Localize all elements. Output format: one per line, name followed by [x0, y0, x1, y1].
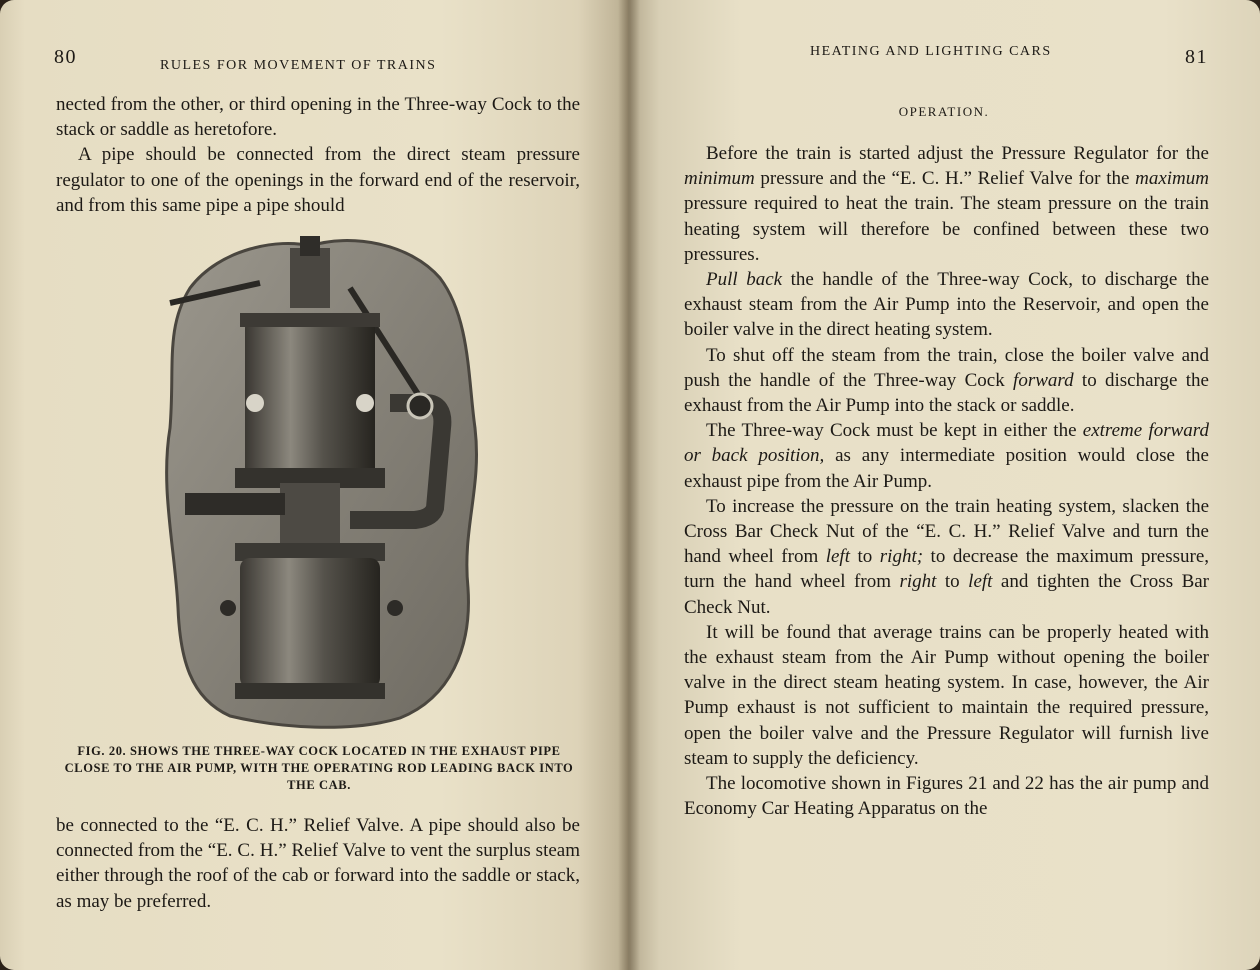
right-page [628, 0, 1260, 970]
left-top-text [56, 92, 580, 218]
paragraph: To increase the pressure on the train heating system, slacken the Cross Bar Check Nut of the “E. C. H.” Relief Valve and turn the hand wheel from left to right; to decrease the maximum pressure, turn the hand wheel from right to left and tighten the Cross Bar Check Nut. [684, 495, 1210, 618]
section-title: OPERATION. [898, 104, 990, 119]
paragraph: To shut off the steam from the train, close the boiler valve and push the handle of the Three-way Cock forward to discharge the exhaust from the Air Pump into the stack or saddle. [684, 344, 1209, 417]
paragraph: nected from the other, or third opening in the Three-way Cock to the stack or saddle as heretofore. [56, 94, 580, 141]
left-bottom-text [56, 813, 580, 914]
paragraph: The locomotive shown in Figures 21 and 22 has the air pump and Economy Car Heating Apparatus on the [684, 773, 1209, 820]
air-pump-illustration [150, 228, 485, 733]
figure-three-way-cock [150, 228, 485, 733]
right-body-text [684, 141, 1209, 821]
page-number-right: 81 [1185, 46, 1208, 68]
paragraph: Before the train is started adjust the Pressure Regulator for the minimum pressure and the “E. C. H.” Relief Valve for the maximum pressure required to heat the train. The steam pressure on the train heating system will therefore be confined between these two pressures. [684, 143, 1209, 265]
paragraph: A pipe should be connected from the direct steam pressure regulator to one of the openings in the forward end of the reservoir, and from this same pipe a pipe should [56, 144, 580, 216]
figure-caption: FIG. 20. SHOWS THE THREE-WAY COCK LOCATED IN THE EXHAUST PIPE CLOSE TO THE AIR PUMP, WITH THE OPERATING ROD LEADING BACK INTO THE CAB. [64, 744, 574, 792]
paragraph: It will be found that average trains can be properly heated with the exhaust steam from the Air Pump without opening the boiler valve in the direct steam heating system. In case, however, the Air Pump exhaust is not sufficient to maintain the required pressure, open the boiler valve and the Pressure Regulator will furnish live steam to supply the deficiency. [684, 621, 1209, 769]
running-head-left: RULES FOR MOVEMENT OF TRAINS [160, 58, 437, 73]
page-number-left: 80 [54, 46, 77, 68]
paragraph: The Three-way Cock must be kept in either the extreme forward or back position, as any intermediate position would close the exhaust pipe from the Air Pump. [684, 420, 1209, 492]
left-page [0, 0, 628, 970]
running-head-right: HEATING AND LIGHTING CARS [810, 44, 1052, 59]
paragraph: Pull back the handle of the Three-way Cock, to discharge the exhaust steam from the Air Pump into the Reservoir, and open the boiler valve in the direct heating system. [684, 269, 1210, 341]
paragraph: be connected to the “E. C. H.” Relief Valve. A pipe should also be connected from the “E. C. H.” Relief Valve to vent the surplus steam either through the roof of the cab or forward into the saddle or stack, as may be preferred. [56, 815, 580, 912]
